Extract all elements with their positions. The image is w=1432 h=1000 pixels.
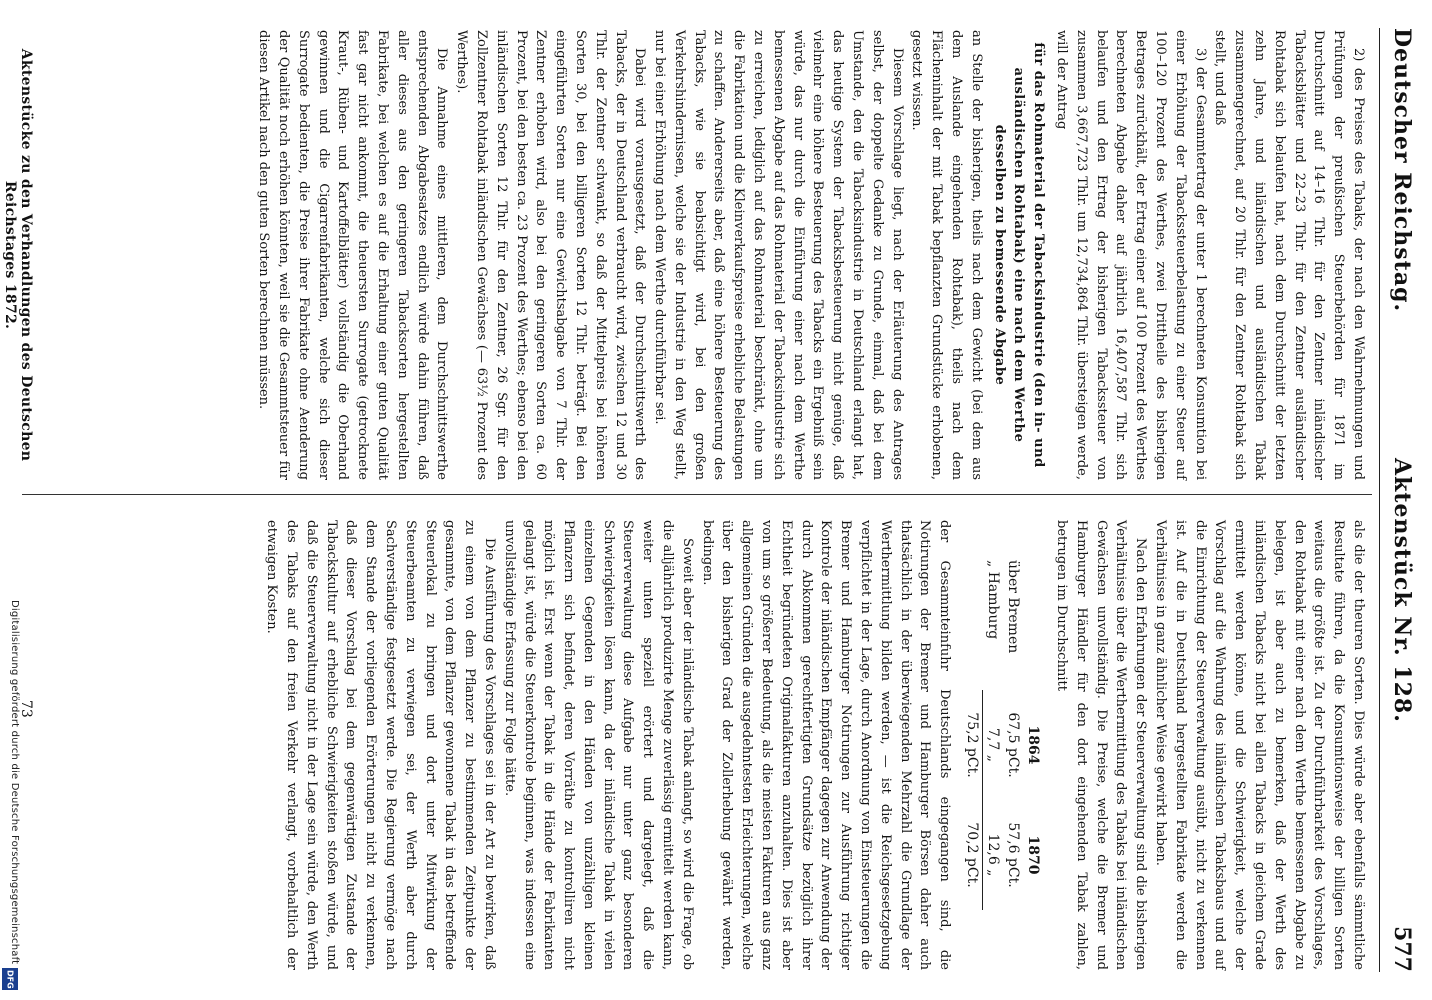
table-cell: 7,7 „	[985, 728, 1002, 762]
header-center-title: Aktenstück Nr. 128.	[1389, 458, 1415, 723]
table-row	[1003, 560, 1023, 940]
table-row	[983, 560, 1003, 940]
header-rule	[1379, 28, 1380, 972]
import-table	[962, 560, 1043, 940]
paragraph: der Gesammteinfuhr Deutschlands eingegangen sind, die Notirungen der Bremer und Hamburger Börsen daher auch thatsächlich in der überwiegenden Mehrzahl die Grundlage der Werthermittlung bilden werden, — ist die Reichsgesetzgebung verpflichtet in der Lage, durch Anordnung von Einsteuerungen die Bremer und Hamburger Notirungen zur Ausführung richtiger Kontrole der inländischen Empfänger dagegen zur Anwendung der durch Abkommen gerechtfertigten Grundsätze bezüglich ihrer Echtheit begründeten Originalfakturen anzuhalten. Dies ist aber von um so größerer Bedeutung, als die meisten Fakturen aus ganz allgemeinen Gründen die ausgedehntesten Erleichterungen, welche über den bisherigen Grad der Zollerhebung gewährt werden, bedingen.	[699, 520, 953, 970]
header-page-number: 577	[1389, 926, 1415, 972]
table-cell: über Bremen	[1005, 560, 1022, 654]
table-cell: 57,6 pCt.	[1005, 822, 1022, 888]
list-item: 3) der Gesammtertrag der unter 1 berechneten Konsumtion bei einer Erhöhung der Tabackssteuerbelastung zu einer Steuer auf 100–120 Prozent des Werthes, zwei Drittheile des bisherigen Betrages zurückhält, der Ertrag einer auf 100 Prozent des Werthes berechneten Abgabe daher auf jährlich 16,407,587 Thlr. sich belaufen und den Ertrag der bisherigen Tabackssteuer von zusammen 3,667,723 Thlr. um 12,734,864 Thlr. übersteigen werde, will der Antrag	[1054, 30, 1208, 480]
paragraph: Diesem Vorschlage liegt, nach der Erläuterung des Antrages selbst, der doppelte Gedanke zu Grunde, einmal, daß bei dem Umstande, den die Tabacksindustrie in Deutschland erlangt hat, das heutige System der Tabacksbesteuerung nicht genüge, daß vielmehr eine höhere Besteuerung des Tabacks ein Ergebniß sein würde, das nur durch die Einführung einer nach dem Werthe bemessenen Abgabe auf das Rohmaterial der Tabacksindustrie sich zu erreichen, lediglich auf das Rohmaterial beschränkt, ohne um die Fabrikation und die Kleinverkaufspreise erhebliche Belastungen zu schaffen. Andererseits aber, daß eine höhere Besteuerung des Tabacks, wie sie beabsichtigt wird, bei den großen Verkehrshindernissen, welche sie der Industrie in den Weg stellt, nur bei einer Erhöhung nach dem Werthe durchführbar sei.	[652, 30, 905, 480]
table-sum-row	[962, 560, 983, 940]
table-cell: 67,5 pCt.	[1005, 712, 1022, 778]
dfg-logo: DFG	[2, 968, 18, 990]
page-number-footer: 73	[18, 700, 34, 718]
table-cell: „ Hamburg	[985, 560, 1002, 640]
paragraph: Dabei wird vorausgesetzt, daß der Durchschnittswerth des Tabacks, der in Deutschland verbraucht wird, zwischen 12 und 30 Thlr. der Zentner schwankt, so daß der Mittelpreis bei höheren Sorten 30, bei den billigeren Sorten 12 Thlr. beträgt. Bei den eingeführten Sorten nur eine Gewichtsabgabe von 7 Thlr. der Zentner erhoben wird, also bei den geringeren Sorten ca. 60 Prozent, bei den besten ca. 23 Prozent des Werthes; ebenso bei den inländischen Sorten 12 Thlr. für den Zentner, 26 Sgr. für den Zollzentner Rohtabak inländischen Gewächses (— 63½ Prozent des Werthes).	[454, 30, 648, 480]
column-divider	[22, 494, 1372, 495]
paragraph: Die Ausführung des Vorschlages sei in der Art zu bewirken, daß zu einem von dem Pflanzer zu bestimmenden Zeitpunkte der gesammte, von dem Pflanzer gewonnene Tabak in das betreffende Steuerlokal zu bringen und dort unter Mitwirkung der Steuerbeamten zu verwiegen sei, der Werth aber durch Sachverständige festgesetzt werde. Die Regierung vermöge nach dem Stande der vorliegenden Erörterungen nicht zu verkennen, daß dieser Vorschlag bei dem gegenwärtigen Zustande der Tabackskultur auf erhebliche Schwierigkeiten stoßen würde, und daß die Steuerverwaltung nicht in der Lage sein würde, den Werth des Tabaks auf den freien Verkehr verlangt, vorbehaltlich der etwaigen Kosten.	[264, 520, 497, 970]
table-header-cell: 1864	[1025, 725, 1042, 765]
table-header-cell: 1870	[1025, 835, 1042, 875]
header-left-title: Deutscher Reichstag.	[1389, 28, 1415, 313]
table-cell: 12,6 „	[985, 833, 1002, 877]
paragraph: als die der theuren Sorten. Dies würde aber ebenfalls sämmtliche Resultate führen, da die Konsumtionsweise der billigen Sorten weitaus die größte ist. Zu der Durchführbarkeit des Vorschlages, den Rohtabak mit einer nach dem Werthe bemessenen Abgabe zu belegen, ist aber auch zu bemerken, daß der Werth des inländischen Tabacks nicht bei allen Tabacks in gleichem Grade ermittelt werden könne, und die Schwierigkeit, welche der Vorschlag auf die Wahrung des inländischen Tabaksbaus und auf die Einrichtung der Steuerverwaltung ausübt, nicht zu verkennen ist. Auf die in Deutschland hergestellten Fabrikate werden die Verhältnisse in ganz ähnlicher Weise gewirkt haben.	[1153, 520, 1366, 970]
paragraph: Die Annahme eines mittleren, dem Durchschnittswerthe entsprechenden Abgabesatzes endlich würde dahin führen, daß aller dieses aus den geringeren Tabacksorten hergestellten Fabrikate, bei welchen es auf die Erhaltung einer guten Qualität fast gar nicht ankommt, die theuersten Surrogate (getrocknete Kraut-, Rüben- und Kartoffelblätter) vollständig die Oberhand gewinnen und die Cigarrenfabrikanten, welche sich dieser Surrogate bedienten, die Preise ihrer Fabrikate ohne Aenderung der Qualität noch erhöhen könnten, weil sie die Gesammtsteuer für diesen Artikel nach den guten Sorten berechnen müssen.	[256, 30, 450, 480]
paragraph: Nach den Erfahrungen der Steuerverwaltung sind die bisherigen Verhältnisse über die Werthermittlung des Tabaks bei inländischen Gewächsen unvollständig. Die Preise, welche die Bremer und Hamburger Händler für den dort eingehenden Tabak zahlen, betrugen im Durchschnitt	[1054, 520, 1149, 970]
page-header	[1382, 28, 1422, 972]
table-cell: 75,2 pCt.	[962, 690, 983, 800]
left-column	[253, 30, 1368, 480]
right-column	[261, 520, 1368, 970]
table-header-row	[1023, 560, 1043, 940]
paragraph: an Stelle der bisherigen, theils nach dem Gewicht (bei dem aus dem Auslande eingehenden Rohtabak), theils nach dem Flächeninhalt der mit Tabak bepflanzten Grundstücke erhobenen, gesetzt wissen.	[909, 30, 984, 480]
digitization-credit: Digitalisierung gefördert durch die Deutsche Forschungsgemeinschaft	[9, 600, 20, 965]
footer-note: Aktenstücke zu den Verhandlungen des Deutschen Reichstages 1872.	[2, 48, 34, 462]
paragraph: Soweit aber der inländische Tabak anlangt, so wird die Frage, ob die alljährlich produzirte Menge zuverlässig ermittelt werden kann, weiter unten speziell erörtert und dargelegt, daß die Steuerverwaltung diese Aufgabe nur unter ganz besonderen Schwierigkeiten lösen kann, da der inländische Tabak in vielen einzelnen Gegenden in den Händen von unzähligen kleinen Pflanzern sich befindet, deren Vorräthe zu kontrolliren nicht möglich ist. Erst wenn der Tabak in die Hände der Fabrikanten gelangt ist, würde die Steuerkontrole beginnen, was indessen eine unvollständige Erfassung zur Folge hätte.	[501, 520, 695, 970]
table-cell: 70,2 pCt.	[962, 800, 983, 910]
centered-statement: für das Rohmaterial der Tabacksindustrie (den in- und ausländischen Rohtabak) eine nach dem Werthe desselben zu bemessende Abgabe	[991, 42, 1047, 468]
list-item: 2) des Preises des Tabaks, der nach den Wahrnehmungen und Prüfungen der preußischen Steuerbehörden für 1871 im Durchschnitt auf 14–16 Thlr. für den Zentner inländischer Tabacksblätter und 22–23 Thlr. für den Zentner ausländischer Rohtabak sich belaufen hat, nach dem Durchschnitt der letzten zehn Jahre, und inländischen und ausländischen Tabak zusammengerechnet, auf 20 Thlr. für den Zentner Rohtabak sich stellt, und daß	[1212, 30, 1366, 480]
